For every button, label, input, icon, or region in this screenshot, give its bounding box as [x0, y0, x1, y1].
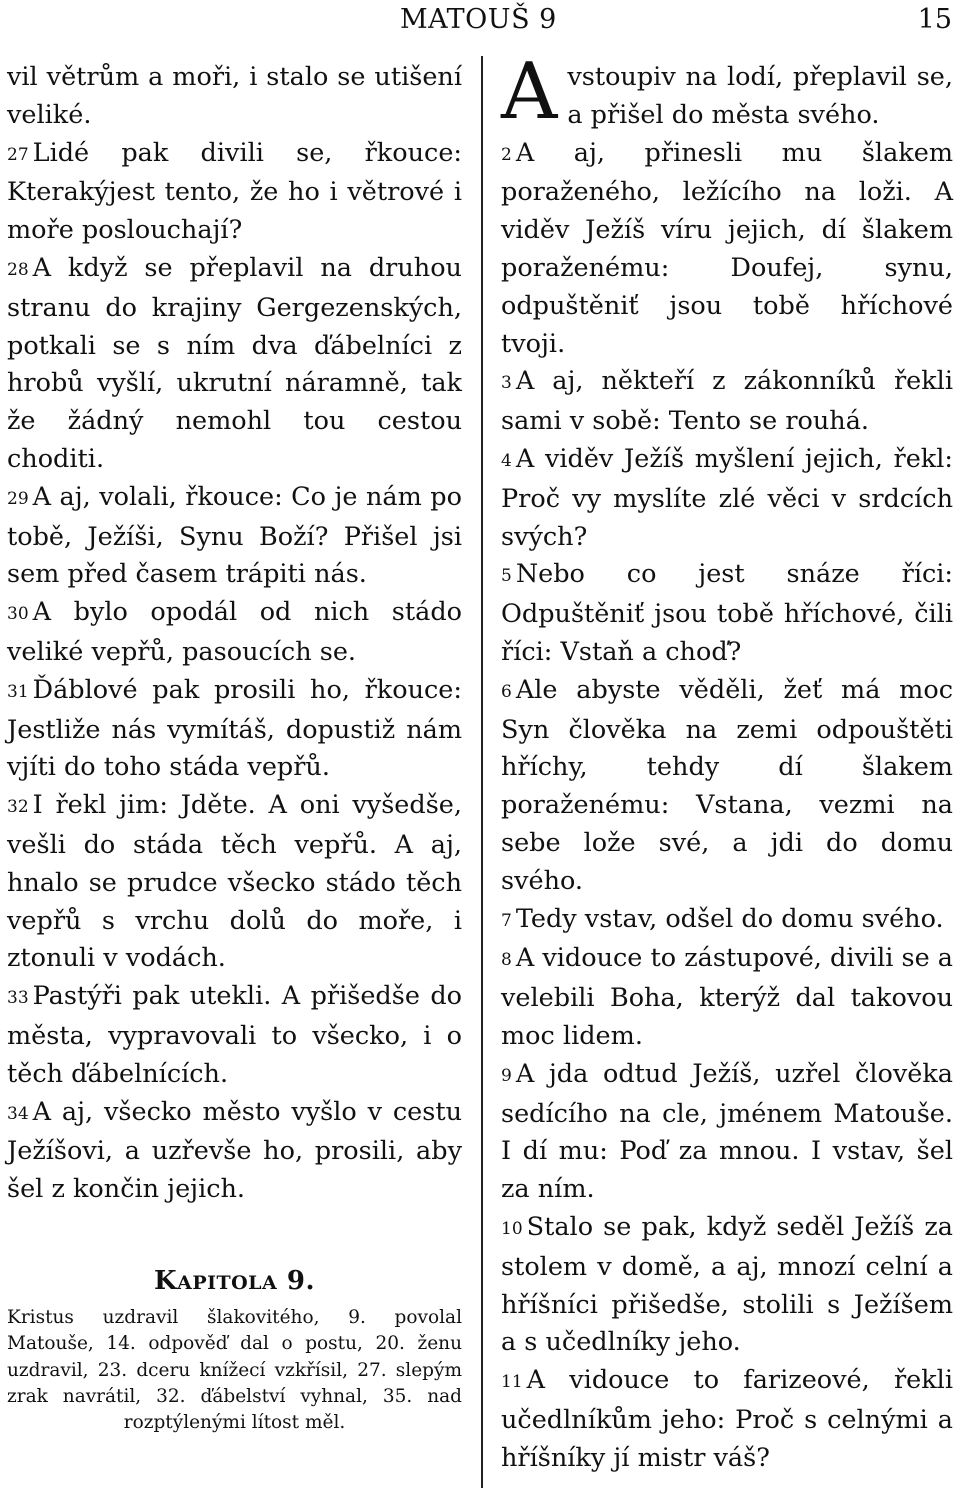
- verse-number: 27: [7, 144, 29, 165]
- page-number: 15: [917, 4, 952, 35]
- verse-text: A aj, přinesli mu šlakem poraženého, ležícího na loži. A viděv Ježíš víru jejich, dí šlakem poraženému: Doufej, synu, odpuštěniť jsou tobě hříchové tvoji.: [501, 137, 953, 359]
- verse-text: Ale abyste věděli, žeť má moc Syn člověka na zemi odpouštěti hříchy, tehdy dí šlakem poraženému: Vstana, vezmi na sebe lože své, a jdi do domu svého.: [501, 674, 953, 896]
- verse-9: [501, 1056, 953, 1209]
- verse-text: Tedy vstav, odšel do domu svého.: [515, 903, 944, 934]
- verse-1: [501, 47, 953, 137]
- verse-30: [7, 594, 462, 672]
- chapter-spacer: [7, 1209, 462, 1261]
- verse-number: 31: [7, 681, 29, 702]
- verse-27: [7, 135, 462, 250]
- verse-text: A aj, volali, řkouce: Co je nám po tobě, Ježíši, Synu Boží? Přišel jsi sem před časem trápiti nás.: [7, 481, 462, 590]
- column-divider: [481, 56, 483, 1488]
- verse-number: 5: [501, 566, 512, 587]
- verse-32: [7, 787, 462, 978]
- verse-28: [7, 250, 462, 479]
- verse-number: 4: [501, 450, 512, 471]
- verse-number: 6: [501, 681, 512, 702]
- chapter-summary: Kristus uzdravil šlakovitého, 9. povolal Matouše, 14. odpověď dal o postu, 20. ženu uzdravil, 23. dceru knížecí vzkřísil, 27. slepým zrak navrátil, 32. ďábelství vyhnal, 35. nad rozptýlenými lítost měl.: [7, 1306, 462, 1434]
- verse-text: I řekl jim: Jděte. A oni vyšedše, vešli do stáda těch vepřů. A aj, hnalo se prudce všecko stádo těch vepřů s vrchu dolů do moře, i ztonuli v vodách.: [7, 790, 462, 974]
- verse-text: A vidouce to zástupové, divili se a velebili Boha, kterýž dal takovou moc lidem.: [501, 943, 953, 1051]
- verse-number: 11: [501, 1372, 523, 1393]
- verse-number: 30: [7, 604, 29, 625]
- verse-8: [501, 940, 953, 1055]
- verse-33: [7, 978, 462, 1093]
- verse-text: A aj, někteří z zákonníků řekli sami v sobě: Tento se rouhá.: [501, 366, 953, 437]
- verse-5: [501, 556, 953, 671]
- verse-34: [7, 1094, 462, 1209]
- verse-number: 10: [501, 1218, 523, 1239]
- verse-text: Lidé pak divili se, řkouce: Kterakýjest tento, že ho i větrové i moře poslouchají?: [7, 137, 462, 246]
- verse-3: [501, 363, 953, 441]
- verse-11: [501, 1362, 953, 1477]
- verse-text: A když se přeplavil na druhou stranu do krajiny Gergezenských, potkali se s ním dva ďábelníci z hrobů vyšlí, ukrutní náramně, tak že žádný nemohl tou cestou choditi.: [7, 252, 462, 474]
- chapter-heading-word: APITOLA: [177, 1271, 278, 1294]
- running-header-title: MATOUŠ 9: [400, 4, 557, 35]
- verse-number: 3: [501, 373, 512, 394]
- verse-text: Pastýři pak utekli. A přišedše do města, vypravovali to všecko, i o těch ďábelnících.: [7, 981, 462, 1089]
- chapter-heading-initial: K: [153, 1265, 178, 1296]
- drop-cap: A: [501, 47, 558, 137]
- verse-text: A viděv Ježíš myšlení jejich, řekl: Proč vy myslíte zlé věci v srdcích svých?: [501, 443, 953, 552]
- verse-number: 32: [7, 797, 29, 818]
- verse-continuation: vil větrům a moři, i stalo se utišení veliké.: [7, 62, 462, 130]
- left-column: [7, 59, 462, 1436]
- verse-text: Nebo co jest snáze říci: Odpuštěniť jsou tobě hříchové, čili říci: Vstaň a choď?: [501, 559, 953, 667]
- verse-6: [501, 672, 953, 901]
- verse-10: [501, 1209, 953, 1362]
- verse-text: vstoupiv na lodí, přeplavil se, a přišel do města svého.: [567, 62, 953, 130]
- verse-text: A vidouce to farizeové, řekli učedlníkům jeho: Proč s celnými a hříšníky jí mistr váš?: [501, 1365, 953, 1473]
- verse-number: 7: [501, 910, 512, 931]
- verse-29: [7, 479, 462, 594]
- verse-number: 34: [7, 1103, 29, 1124]
- verse-2: [501, 135, 953, 364]
- verse-number: 2: [501, 144, 512, 165]
- verse-text: A jda odtud Ježíš, uzřel člověka sedícího na cle, jménem Matouše. I dí mu: Poď za mnou. I vstav, šel za ním.: [501, 1058, 953, 1205]
- chapter-heading-number: 9.: [286, 1265, 316, 1296]
- chapter-heading: [7, 1261, 462, 1303]
- verse-7: [501, 901, 953, 941]
- right-column: [501, 47, 953, 1477]
- verse-text: A bylo opodál od nich stádo veliké vepřů, pasoucích se.: [7, 597, 462, 667]
- verse-number: 9: [501, 1065, 512, 1086]
- verse-text: Ďáblové pak prosili ho, řkouce: Jestliže nás vymítáš, dopustiž nám vjíti do toho stáda vepřů.: [7, 674, 462, 783]
- verse-4: [501, 441, 953, 556]
- verse-number: 8: [501, 950, 512, 971]
- verse-number: 28: [7, 259, 29, 280]
- verse-text: A aj, všecko město vyšlo v cestu Ježíšovi, a uzřevše ho, prosili, aby šel z končin jejich.: [7, 1096, 462, 1205]
- verse-text: Stalo se pak, když seděl Ježíš za stolem v domě, a aj, mnozí celní a hříšníci přišedše, stolili s Ježíšem a s učedlníky jeho.: [501, 1211, 953, 1358]
- verse-31: [7, 672, 462, 787]
- verse-number: 29: [7, 488, 29, 509]
- verse-number: 33: [7, 988, 29, 1009]
